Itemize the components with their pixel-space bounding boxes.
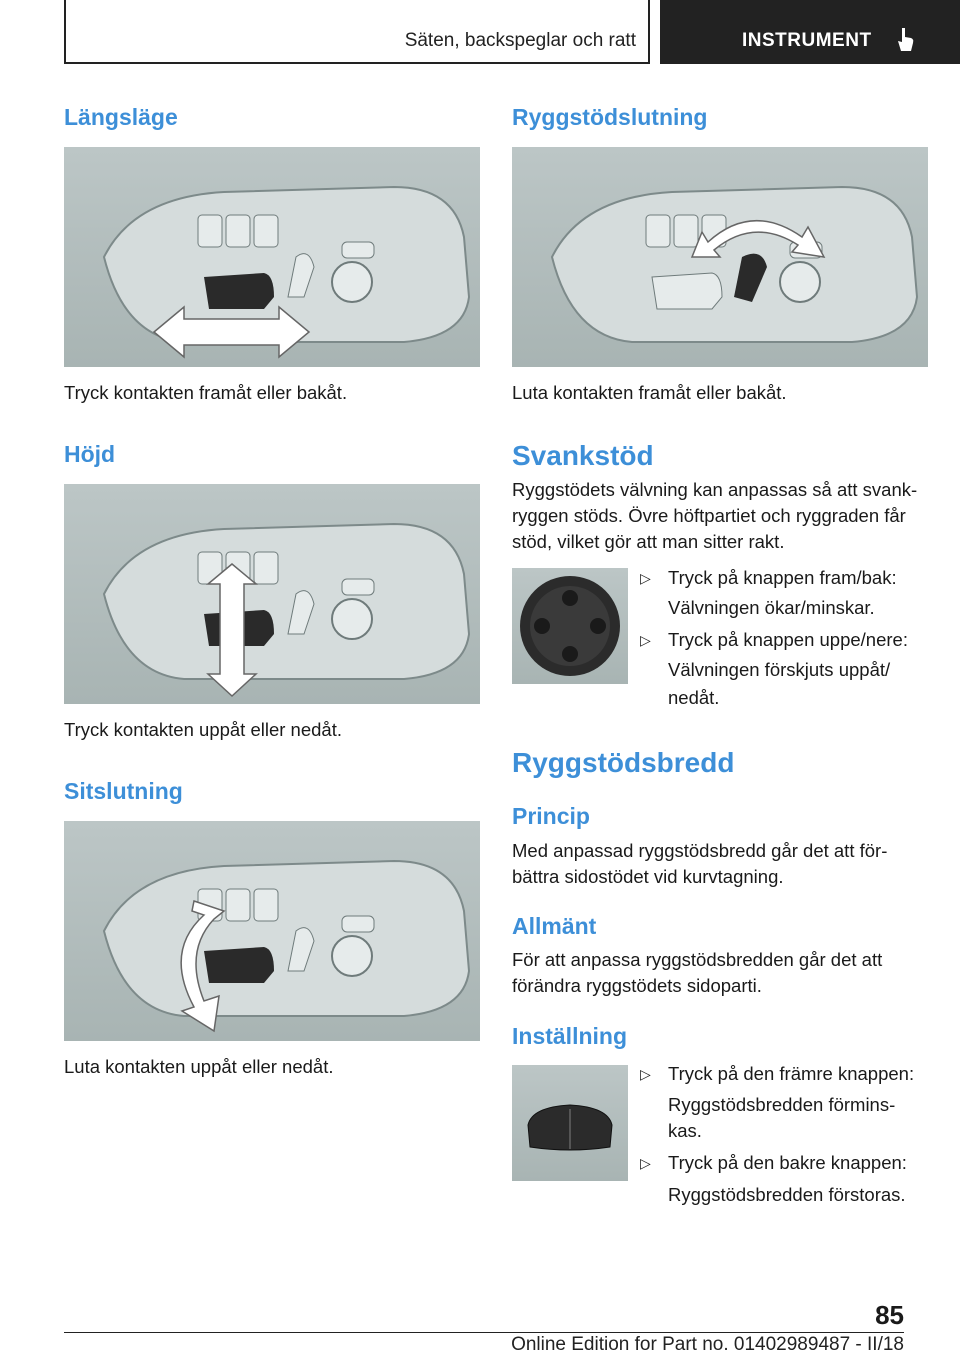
header-chapter: Säten, backspeglar och ratt <box>404 30 636 51</box>
setting-bullet-1-sub-2: kas. <box>668 1120 702 1141</box>
lumbar-text-line-1: Ryggstödets välvning kan anpassas så att svank- <box>512 479 918 500</box>
lumbar-bullet-1-sub: Välvningen ökar/minskar. <box>668 597 875 618</box>
lumbar-bullet-2-sub-1: Välvningen förskjuts uppåt/ <box>668 659 891 680</box>
principle-text-line-2: bättra sidostödet vid kurvtagning. <box>512 866 784 887</box>
section-title-longitudinal: Längsläge <box>64 104 178 130</box>
section-title-height: Höjd <box>64 441 116 467</box>
caption-height: Tryck kontakten uppåt eller nedåt. <box>64 719 342 740</box>
triangle-right-icon: ▷ <box>640 1066 651 1082</box>
page-number: 85 <box>875 1300 904 1330</box>
principle-text-line-1: Med anpassad ryggstödsbredd går det att för- <box>512 840 888 861</box>
header-section-box <box>660 0 960 64</box>
setting-bullet-1-sub-1: Ryggstödsbredden förmins- <box>668 1094 896 1115</box>
caption-longitudinal: Tryck kontakten framåt eller bakåt. <box>64 382 348 403</box>
general-text-line-2: förändra ryggstödets sidoparti. <box>512 975 762 996</box>
subsection-title-principle: Princip <box>512 803 590 829</box>
image-seat-control-height <box>64 484 480 704</box>
lumbar-bullet-2-sub-2: nedåt. <box>668 687 720 708</box>
image-seat-control-tilt <box>64 821 480 1041</box>
subsection-title-setting: Inställning <box>512 1023 627 1049</box>
triangle-right-icon: ▷ <box>640 632 651 648</box>
image-lumbar-button <box>512 568 628 684</box>
image-backrest-width-button <box>512 1065 628 1181</box>
pointing-hand-icon <box>896 26 916 52</box>
caption-backrest-tilt: Luta kontakten framåt eller bakåt. <box>512 382 787 403</box>
image-seat-control-longitudinal <box>64 147 480 367</box>
lumbar-text-line-3: stöd, vilket gör att man sitter rakt. <box>512 531 785 552</box>
image-backrest-tilt-control <box>512 147 928 367</box>
section-title-lumbar: Svankstöd <box>512 440 654 471</box>
footer-divider <box>64 1332 904 1333</box>
triangle-right-icon: ▷ <box>640 570 651 586</box>
section-title-backrest-width: Ryggstödsbredd <box>512 747 735 778</box>
header-section: INSTRUMENT <box>742 30 872 51</box>
header-chapter-box <box>64 0 650 64</box>
subsection-title-general: Allmänt <box>512 913 597 939</box>
footer-edition: Online Edition for Part no. 01402989487 - II/18 <box>511 1334 904 1355</box>
general-text-line-1: För att anpassa ryggstödsbredden går det att <box>512 949 883 970</box>
setting-bullet-2-sub: Ryggstödsbredden förstoras. <box>668 1184 906 1205</box>
section-title-seat-tilt: Sitslutning <box>64 778 183 804</box>
section-title-backrest-tilt: Ryggstödslutning <box>512 104 708 130</box>
lumbar-text-line-2: ryggen stöds. Övre höftpartiet och ryggraden får <box>512 505 906 526</box>
caption-seat-tilt: Luta kontakten uppåt eller nedåt. <box>64 1056 334 1077</box>
triangle-right-icon: ▷ <box>640 1155 651 1171</box>
